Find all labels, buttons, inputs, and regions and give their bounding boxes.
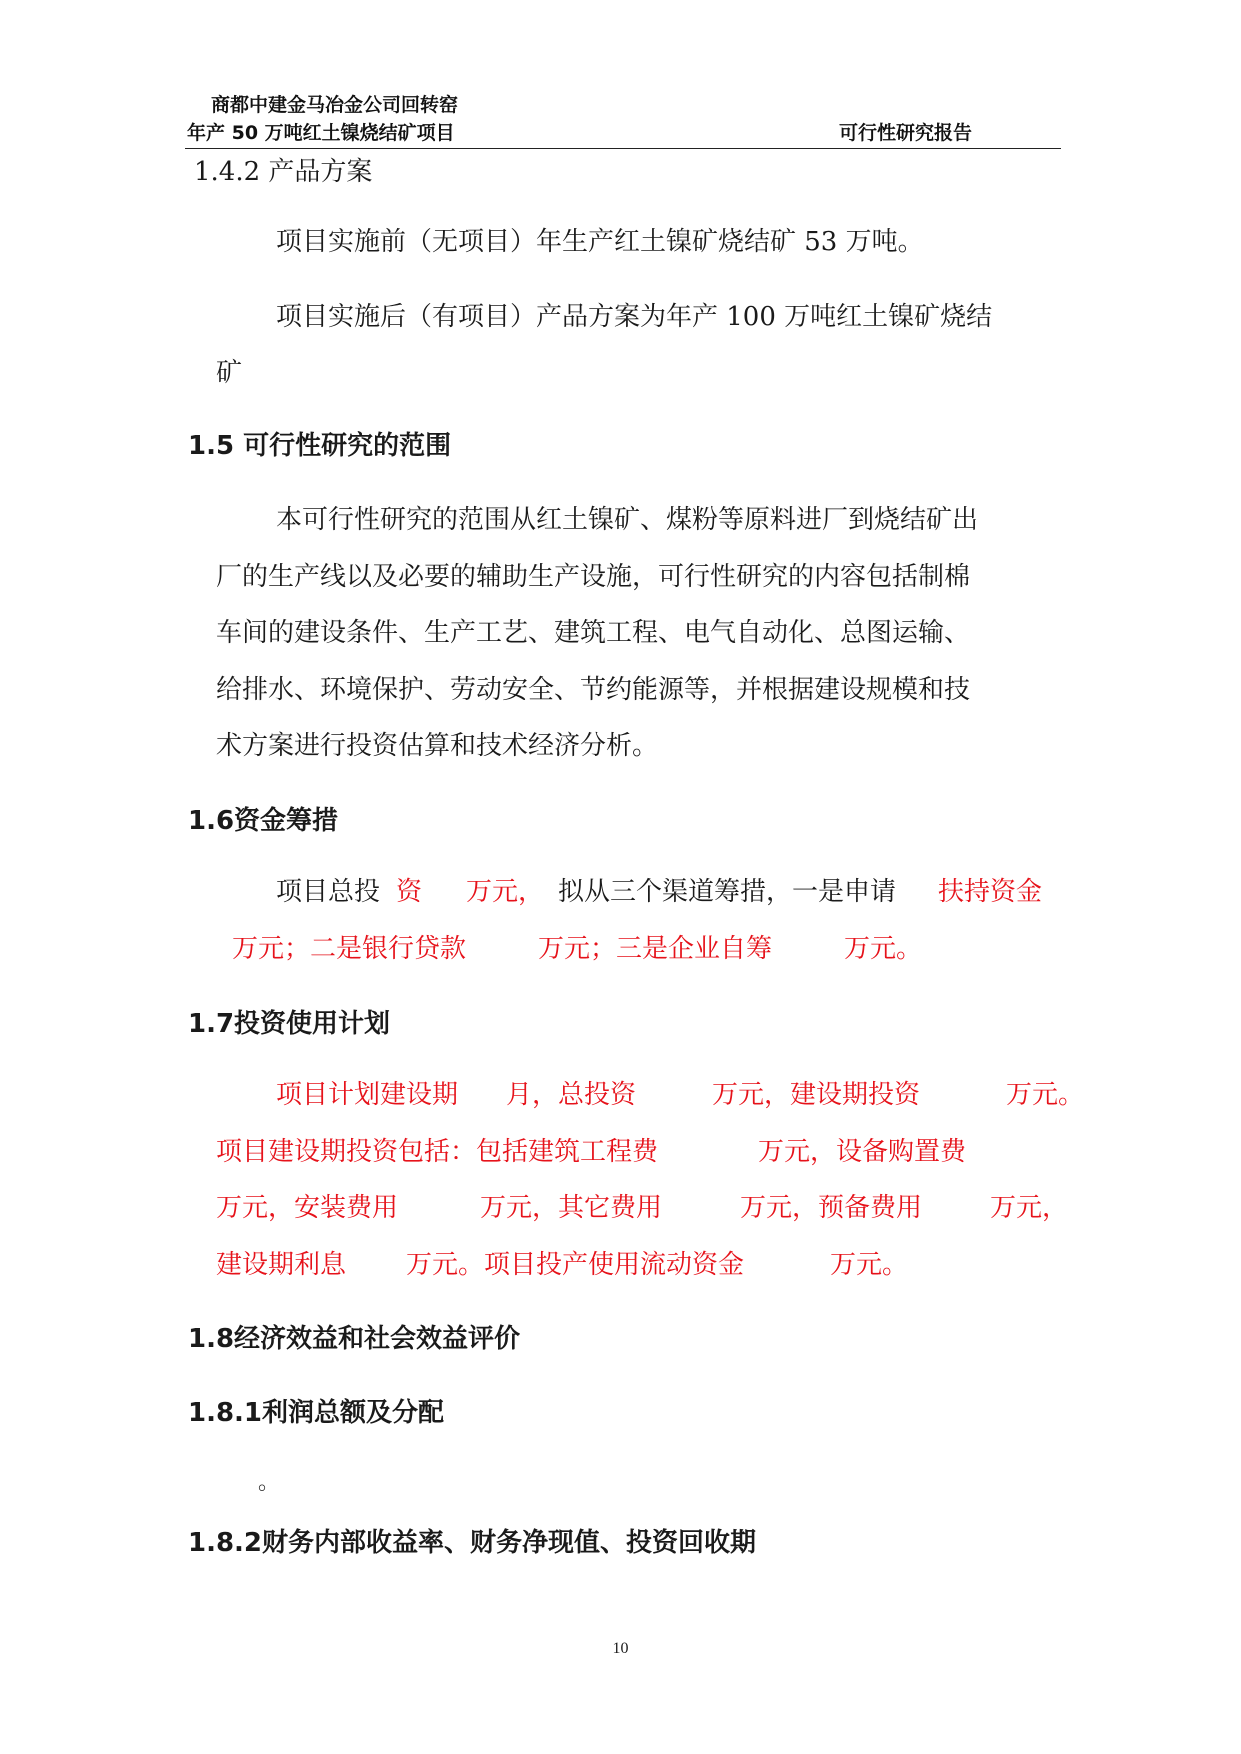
section-1-7-l2-a: 项目建设期投资包括：包括建筑工程费: [216, 1137, 659, 1167]
section-1-5-title: 1.5 可行性研究的范围: [188, 431, 452, 461]
section-1-7-l1-b: 月，总投资: [506, 1080, 637, 1110]
section-1-6-title: 1.6资金筹措: [188, 806, 339, 836]
section-1-6-l2-b: 万元；三是企业自筹: [538, 934, 773, 964]
section-1-8-title: 1.8经济效益和社会效益评价: [188, 1324, 521, 1354]
section-1-6-l2-c: 万元。: [844, 934, 923, 964]
section-1-7-l1-c: 万元，建设期投资: [712, 1080, 921, 1110]
section-1-8-1-text: 。: [258, 1470, 281, 1495]
section-1-7-title: 1.7投资使用计划: [188, 1009, 391, 1039]
section-1-7-l3-b: 万元，其它费用: [480, 1193, 663, 1223]
section-1-6-l1-d: 拟从三个渠道筹措，一是申请: [558, 877, 897, 907]
section-1-7-l2-b: 万元，设备购置费: [758, 1137, 967, 1167]
section-1-8-2-title: 1.8.2财务内部收益率、财务净现值、投资回收期: [188, 1528, 757, 1558]
section-1-7-l4-c: 万元。: [830, 1250, 909, 1280]
section-1-4-2-para-2-line-2: 矿: [216, 358, 243, 388]
section-1-6-l2-a: 万元；二是银行贷款: [232, 934, 467, 964]
section-1-4-2-para-2-line-1: 项目实施后（有项目）产品方案为年产 100 万吨红土镍矿烧结: [276, 302, 993, 332]
page-number: 10: [612, 1640, 629, 1657]
section-1-4-2-title: 1.4.2 产品方案: [194, 157, 373, 187]
section-1-5-line-1: 本可行性研究的范围从红土镍矿、煤粉等原料进厂到烧结矿出: [276, 505, 979, 535]
section-1-7-l1-d: 万元。: [1006, 1080, 1085, 1110]
section-1-4-2-para-1: 项目实施前（无项目）年生产红土镍矿烧结矿 53 万吨。: [276, 227, 924, 257]
section-1-5-line-2: 厂的生产线以及必要的辅助生产设施，可行性研究的内容包括制棉: [216, 562, 971, 592]
section-1-6-l1-e: 扶持资金: [938, 877, 1043, 907]
section-1-5-line-3: 车间的建设条件、生产工艺、建筑工程、电气自动化、总图运输、: [216, 618, 971, 648]
header-project: 年产 50 万吨红土镍烧结矿项目: [187, 122, 455, 144]
section-1-6-l1-b: 资: [396, 877, 423, 907]
section-1-5-line-4: 给排水、环境保护、劳动安全、节约能源等，并根据建设规模和技: [216, 675, 971, 705]
section-1-7-l1-a: 项目计划建设期: [276, 1080, 459, 1110]
section-1-6-l1-c: 万元，: [466, 877, 545, 907]
header-rule: [185, 148, 1061, 149]
section-1-6-l1-a: 项目总投: [276, 877, 381, 907]
header-report-type: 可行性研究报告: [839, 122, 973, 144]
section-1-7-l4-a: 建设期利息: [216, 1250, 347, 1280]
section-1-8-1-title: 1.8.1利润总额及分配: [188, 1398, 445, 1428]
section-1-7-l4-b: 万元。项目投产使用流动资金: [406, 1250, 745, 1280]
section-1-7-l3-c: 万元，预备费用: [740, 1193, 923, 1223]
section-1-5-line-5: 术方案进行投资估算和技术经济分析。: [216, 731, 659, 761]
header-company: 商都中建金马冶金公司回转窑: [211, 94, 459, 116]
section-1-7-l3-d: 万元，: [990, 1193, 1069, 1223]
section-1-7-l3-a: 万元，安装费用: [216, 1193, 399, 1223]
